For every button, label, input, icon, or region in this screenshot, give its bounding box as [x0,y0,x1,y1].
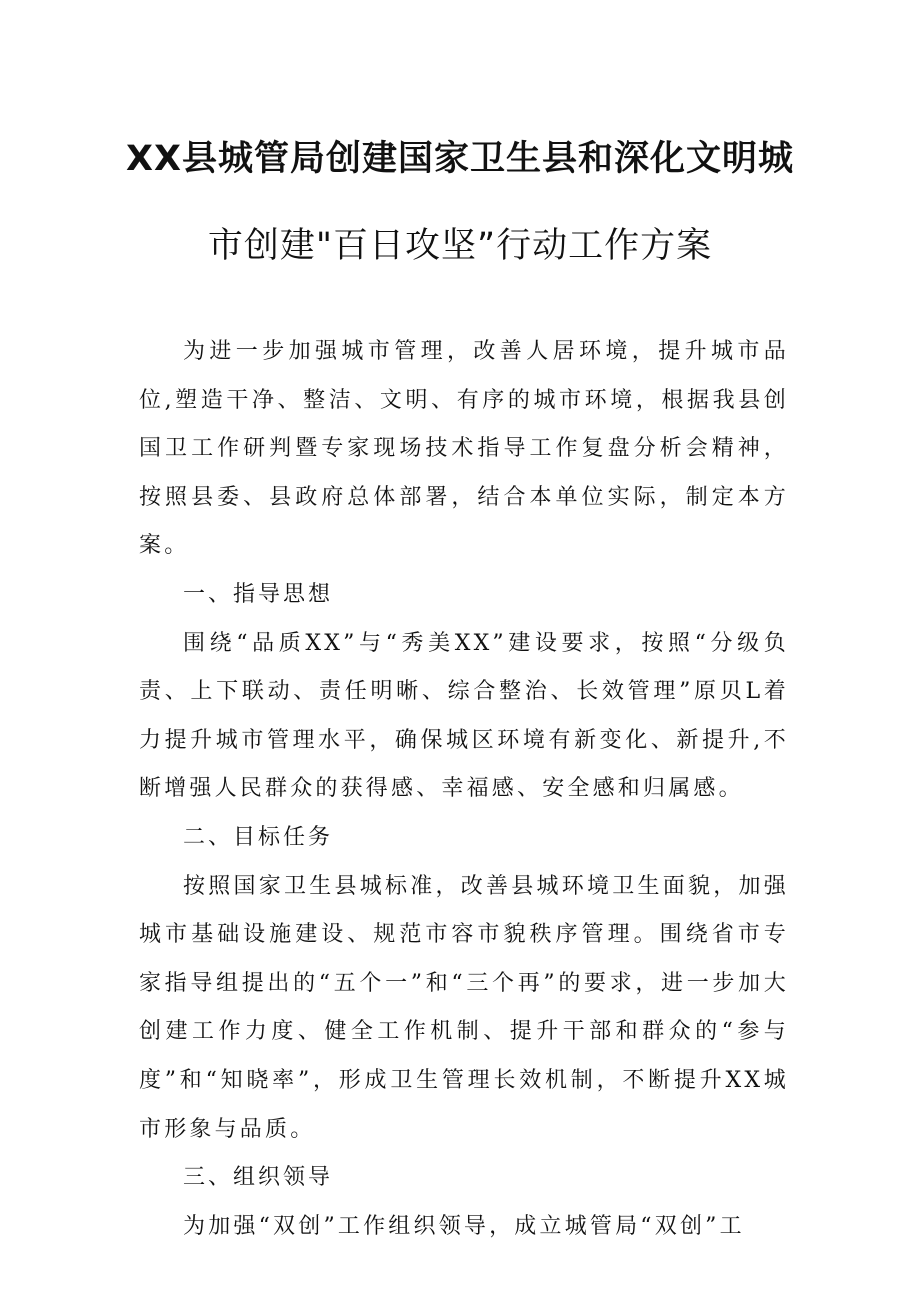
intro-paragraph: 为进一步加强城市管理，改善人居环境，提升城市品位,塑造干净、整洁、文明、有序的城市环境，根据我县创国卫工作研判暨专家现场技术指导工作复盘分析会精神，按照县委、县政府总体部署，结合本单位实际，制定本方案。 [139,339,789,559]
section-heading-guiding-ideology: 一、指导思想 [183,581,334,607]
goals-tasks-paragraph: 按照国家卫生县城标准，改善县城环境卫生面貌，加强城市基础设施建设、规范市容市貌秩序管理。围绕省市专家指导组提出的“五个一”和“三个再”的要求，进一步加大创建工作力度、健全工作机制、提升干部和群众的“参与度”和“知晓率”，形成卫生管理长效机制，不断提升XX城市形象与品质。 [139,873,789,1142]
organization-paragraph: 为加强“双创”工作组织领导，成立城管局“双创”工 [183,1213,745,1239]
section-heading-goals-tasks: 二、目标任务 [183,824,334,850]
document-title-line-2: 市创建"百日攻坚”行动工作方案 [207,226,713,266]
section-heading-organization: 三、组织领导 [183,1165,334,1191]
document-body [139,328,789,1251]
guiding-ideology-paragraph: 围绕“品质XX”与“秀美XX”建设要求，按照“分级负责、上下联动、责任明晰、综合整治、长效管理”原贝L着力提升城市管理水平，确保城区环境有新变化、新提升,不断增强人民群众的获得感、幸福感、安全感和归属感。 [139,630,789,802]
document-title-line-1: XX县城管局创建国家卫生县和深化文明城 [126,139,794,179]
